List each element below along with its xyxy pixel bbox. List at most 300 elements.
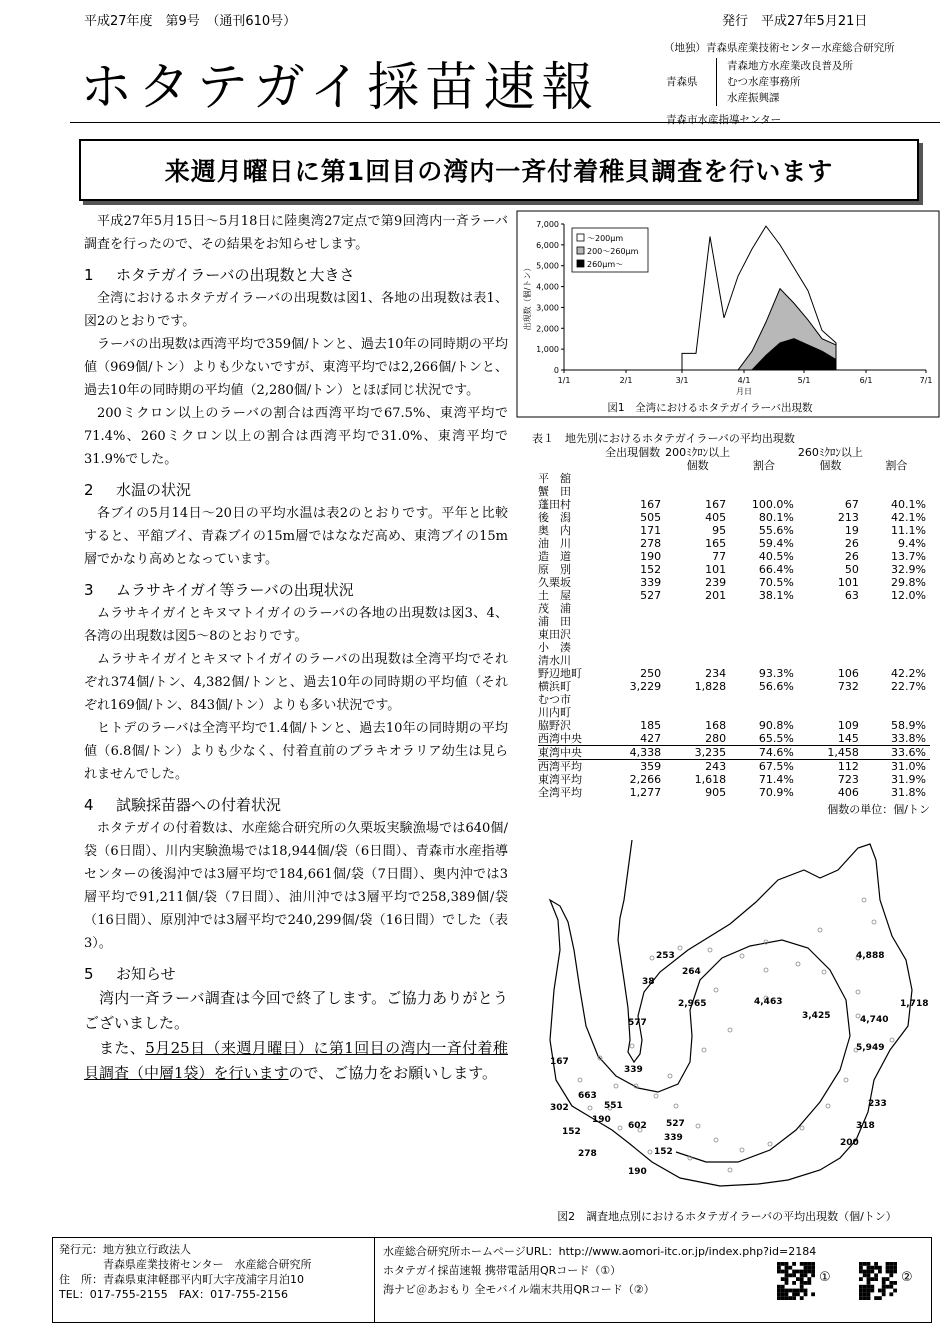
table-cell: 406 — [837, 786, 859, 799]
table-cell — [798, 485, 863, 498]
qr-module — [804, 1292, 808, 1296]
qr-module — [792, 1296, 796, 1300]
x-tick-label: 5/1 — [797, 376, 811, 385]
qr-module — [893, 1262, 897, 1266]
station-marker — [796, 962, 800, 966]
qr-module — [863, 1296, 867, 1300]
table-row — [538, 615, 930, 628]
station-marker — [678, 946, 682, 950]
qr-module — [788, 1266, 792, 1270]
issue-date: 発行 平成27年5月21日 — [722, 14, 868, 29]
qr-module — [859, 1292, 863, 1296]
table-cell — [863, 706, 930, 719]
table-cell — [798, 654, 863, 667]
qr-module — [804, 1266, 808, 1270]
table-row — [538, 602, 930, 615]
qr-module — [804, 1262, 808, 1266]
table-cell — [600, 693, 665, 706]
station-marker — [800, 1126, 804, 1130]
qr-module — [800, 1289, 804, 1293]
table-cell: 67 — [844, 498, 859, 511]
table-cell — [730, 693, 798, 706]
qr-module — [859, 1289, 863, 1293]
legend-swatch — [577, 260, 584, 267]
table-cell — [730, 654, 798, 667]
qr-module — [777, 1296, 781, 1300]
qr-module — [777, 1262, 781, 1266]
station-marker — [764, 968, 768, 972]
table-cell: 横浜町 — [538, 680, 571, 693]
y-tick-label: 4,000 — [536, 282, 559, 292]
table-cell: 2,266 — [629, 773, 662, 786]
qr-module — [804, 1273, 808, 1277]
table-cell: 久栗坂 — [538, 576, 571, 589]
table-cell: 個数 — [819, 458, 842, 472]
station-marker — [618, 1126, 622, 1130]
table-cell — [665, 472, 730, 485]
qr-module — [796, 1270, 800, 1274]
table-cell — [863, 472, 930, 485]
x-axis-label: 月日 — [736, 387, 752, 396]
qr-module — [863, 1289, 867, 1293]
table-cell: 全出現個数 — [605, 445, 661, 459]
org-item: むつ水産事務所 — [727, 76, 801, 88]
qr-module — [867, 1270, 871, 1274]
table-cell — [863, 641, 930, 654]
qr-module — [811, 1266, 815, 1270]
table-cell: 145 — [837, 732, 859, 745]
table-cell: 213 — [837, 511, 859, 524]
table-cell — [665, 628, 730, 641]
table-cell: 個数 — [686, 458, 709, 472]
qr-module — [800, 1277, 804, 1281]
table-cell: 土 屋 — [538, 589, 571, 602]
station-count-label: 302 — [550, 1103, 569, 1113]
table-cell — [538, 446, 600, 459]
station-marker — [674, 1104, 678, 1108]
qr-module — [807, 1277, 811, 1281]
station-count-label: 339 — [624, 1065, 643, 1075]
table-cell: 732 — [837, 680, 859, 693]
bay-coastline — [550, 840, 912, 1186]
table-cell: 405 — [705, 511, 727, 524]
qr-module — [867, 1262, 871, 1266]
qr-module — [807, 1262, 811, 1266]
qr-module — [878, 1266, 882, 1270]
table-cell — [798, 472, 863, 485]
table-header-row — [538, 446, 930, 459]
qr-module — [800, 1262, 804, 1266]
table-cell: 4,338 — [600, 746, 665, 760]
table-cell: 3,235 — [665, 746, 730, 760]
station-count-label: 278 — [578, 1149, 597, 1159]
notice-para-1: 湾内一斉ラーバ調査は今回で終了します。ご協力ありがとうございました。 — [84, 989, 508, 1032]
publisher-line: 発行元：地方独立行政法人 — [59, 1243, 191, 1256]
x-tick-label: 1/1 — [557, 376, 571, 385]
section-1-para: 200ミクロン以上のラーバの割合は西湾平均で67.5%、東湾平均で71.4%、260ミクロン以上の割合は西湾平均で31.0%、東湾平均で31.9%でした。 — [84, 406, 508, 467]
qr-module — [867, 1289, 871, 1293]
table-row — [538, 498, 930, 511]
table-row — [538, 641, 930, 654]
table-cell — [665, 706, 730, 719]
qr-module — [893, 1266, 897, 1270]
x-tick-label: 4/1 — [737, 376, 751, 385]
table-cell — [798, 615, 863, 628]
table-cell: 505 — [640, 511, 662, 524]
org-city-center: 青森市水産指導センター — [666, 114, 782, 126]
org-prefecture: 青森県 — [666, 76, 698, 88]
publisher-line: TEL：017-755-2155 FAX：017-755-2156 — [59, 1288, 289, 1301]
table-row — [538, 773, 930, 786]
table-row — [538, 706, 930, 719]
station-marker — [728, 1168, 732, 1172]
table-cell: 東田沢 — [538, 628, 571, 641]
table-cell — [665, 602, 730, 615]
table-cell: 50 — [844, 563, 859, 576]
table-cell: 106 — [837, 667, 859, 680]
table-row — [538, 472, 930, 485]
qr-module — [859, 1266, 863, 1270]
qr-module — [878, 1296, 882, 1300]
qr-module — [863, 1270, 867, 1274]
intro-paragraph: 平成27年5月15日～5月18日に陸奥湾27定点で第9回湾内一斉ラーバ調査を行ったので、その結果をお知らせします。 — [84, 214, 508, 252]
table-cell: 723 — [837, 773, 859, 786]
qr-module — [792, 1273, 796, 1277]
legend-label: 200～260μm — [587, 247, 639, 256]
table-cell: 243 — [665, 760, 730, 774]
table-cell: 427 — [640, 732, 662, 745]
table-cell: 905 — [705, 786, 727, 799]
table-cell: 3,229 — [629, 680, 662, 693]
qr-module — [800, 1281, 804, 1285]
table-cell: 280 — [705, 732, 727, 745]
x-tick-label: 2/1 — [619, 376, 633, 385]
y-tick-label: 2,000 — [536, 324, 559, 334]
table-cell: 278 — [640, 537, 662, 550]
station-count-label: 663 — [578, 1091, 597, 1101]
table-cell — [863, 615, 930, 628]
table-cell: 清水川 — [538, 654, 571, 667]
qr-module — [807, 1266, 811, 1270]
section-3-para: ムラサキイガイとキヌマトイガイのラーバの各地の出現数は図3、4、各湾の出現数は図5～8のとおりです。 — [84, 606, 508, 644]
station-count-label: 527 — [666, 1119, 685, 1129]
qr-module — [788, 1273, 792, 1277]
table-cell — [730, 615, 798, 628]
qr-module — [863, 1285, 867, 1289]
table-cell — [730, 472, 798, 485]
table-cell: 32.9% — [891, 563, 926, 576]
qr-module — [788, 1289, 792, 1293]
station-marker — [826, 1104, 830, 1108]
table-cell: 平 舘 — [538, 472, 571, 485]
station-marker — [740, 1148, 744, 1152]
station-count-label: 38 — [642, 977, 655, 987]
qr-module — [859, 1296, 863, 1300]
qr-module — [874, 1296, 878, 1300]
table-cell — [600, 628, 665, 641]
table-cell: 1,618 — [694, 773, 727, 786]
larvae-chart — [516, 210, 940, 418]
table-row — [538, 576, 930, 589]
qr-module — [882, 1289, 886, 1293]
table-cell: 後 潟 — [538, 511, 571, 524]
station-count-label: 602 — [628, 1121, 647, 1131]
qr-module — [863, 1273, 867, 1277]
table-cell — [798, 641, 863, 654]
table-cell — [730, 485, 798, 498]
table-cell: 40.5% — [758, 550, 794, 563]
table-row — [538, 589, 930, 602]
qr-code-icon[interactable] — [777, 1262, 815, 1300]
table-cell — [600, 472, 665, 485]
section-4-heading — [84, 793, 508, 817]
station-marker — [578, 1078, 582, 1082]
station-marker — [728, 1028, 732, 1032]
headline-text: 来週月曜日に第1回目の湾内一斉付着稚貝調査を行います — [164, 157, 834, 186]
table-cell: 74.6% — [730, 746, 798, 760]
station-marker — [714, 1138, 718, 1142]
table-row — [538, 550, 930, 563]
qr-module — [867, 1273, 871, 1277]
table-cell: 167 — [705, 498, 727, 511]
table-unit: 個数の単位：個/トン — [827, 803, 930, 816]
table-cell: 260ﾐｸﾛﾝ以上 — [797, 445, 863, 459]
qr-module — [886, 1262, 890, 1266]
table-cell: 1,828 — [694, 680, 727, 693]
qr-module — [785, 1289, 789, 1293]
qr-module — [785, 1277, 789, 1281]
qr-module — [874, 1266, 878, 1270]
qr-module — [800, 1296, 804, 1300]
notice-underlined: 5月25日（来週月曜日）に第1回目の湾内一斉付着稚貝調査（中層1袋）を行います — [84, 1039, 508, 1082]
station-marker — [740, 954, 744, 958]
section-number: 1 — [84, 266, 94, 284]
table-cell: 26 — [844, 550, 859, 563]
table-cell: 蟹 田 — [538, 485, 571, 498]
qr-module — [870, 1266, 874, 1270]
station-count-label: 339 — [664, 1133, 683, 1143]
table-cell — [730, 641, 798, 654]
y-tick-label: 3,000 — [536, 303, 559, 313]
station-count-label: 253 — [656, 951, 675, 961]
section-number: 4 — [84, 796, 94, 814]
homepage-url[interactable]: 水産総合研究所ホームページURL：http://www.aomori-itc.or.jp/index.php?id=2184 — [383, 1245, 817, 1258]
table-cell: 112 — [798, 760, 863, 774]
section-number: 3 — [84, 581, 94, 599]
station-count-label: 4,463 — [754, 997, 783, 1007]
x-tick-label: 3/1 — [675, 376, 689, 385]
table-row — [538, 654, 930, 667]
qr-module — [785, 1273, 789, 1277]
footer — [52, 1237, 932, 1323]
table-cell — [730, 628, 798, 641]
table-cell: 割合 — [885, 458, 908, 472]
table-cell — [798, 693, 863, 706]
qr-module — [889, 1270, 893, 1274]
bay-map — [520, 840, 940, 1195]
table-cell: 31.0% — [863, 760, 930, 774]
table-cell: 11.1% — [891, 524, 926, 537]
section-1-heading — [84, 263, 508, 287]
links-info — [375, 1238, 931, 1322]
table-cell: 201 — [705, 589, 727, 602]
section-4-para: ホタテガイの付着数は、水産総合研究所の久栗坂実験漁場では640個/袋（6日間）、川内実験漁場では18,944個/袋（6日間）、青森市水産指導センターの後潟沖では3層平均で184,661個/袋（7日間）、奥内沖では3層平均で91,211個/袋（7日間）、油川沖では3層平均で258,389個/袋（16日間）、原別沖では3層平均で240,299個/袋（16日間）でした（表3）。 — [84, 821, 508, 951]
section-3-para: ムラサキイガイとキヌマトイガイのラーバの出現数は全湾平均でそれぞれ374個/トン、4,382個/トンと、過去10年の同時期の平均値（それぞれ169個/トン、843個/トン）よりも多い状況です。 — [84, 652, 508, 713]
station-marker — [768, 1142, 772, 1146]
qr-module — [882, 1277, 886, 1281]
table-row — [538, 693, 930, 706]
table-cell: 1,277 — [629, 786, 662, 799]
table-cell: むつ市 — [538, 693, 571, 706]
table-cell: 浦 田 — [538, 615, 571, 628]
station-count-label: 5,949 — [856, 1043, 885, 1053]
table-cell — [600, 654, 665, 667]
qr-module — [886, 1266, 890, 1270]
qr-module — [785, 1296, 789, 1300]
qr-module — [886, 1277, 890, 1281]
qr-module — [889, 1281, 893, 1285]
table-cell: 152 — [640, 563, 662, 576]
station-marker — [614, 1084, 618, 1088]
table-row — [538, 719, 930, 732]
qr-module — [867, 1285, 871, 1289]
table-cell — [538, 459, 600, 472]
qr-module — [893, 1289, 897, 1293]
table-row — [538, 680, 930, 693]
station-count-label: 200 — [840, 1138, 859, 1148]
table-cell: 東湾平均 — [538, 773, 582, 786]
table-header-row — [538, 459, 930, 472]
qr-module — [889, 1285, 893, 1289]
table-cell — [863, 446, 930, 459]
section-title: ムラサキイガイ等ラーバの出現状況 — [116, 581, 354, 599]
station-marker — [844, 1078, 848, 1082]
qr-module — [796, 1292, 800, 1296]
table-cell: 脇野沢 — [538, 719, 571, 732]
table-cell — [665, 693, 730, 706]
section-title: 水温の状況 — [116, 481, 192, 499]
table-grid — [538, 446, 930, 799]
section-3-para: ヒトデのラーバは全湾平均で1.4個/トンと、過去10年の同時期の平均値（6.8個/トン）よりも少なく、付着直前のブラキオラリア幼生は見られませんでした。 — [84, 721, 508, 782]
table-cell: 31.8% — [891, 786, 926, 799]
table-cell: 71.4% — [758, 773, 794, 786]
table-cell: 168 — [705, 719, 727, 732]
qr-module — [781, 1289, 785, 1293]
table-cell — [665, 615, 730, 628]
table-row — [538, 746, 930, 760]
section-title: お知らせ — [116, 965, 176, 983]
y-tick-label: 1,000 — [536, 345, 559, 355]
qr-module — [893, 1281, 897, 1285]
notice-para-2 — [84, 1036, 508, 1086]
qr-module — [792, 1270, 796, 1274]
table-cell: 西湾平均 — [538, 760, 600, 774]
station-count-label: 190 — [592, 1115, 611, 1125]
qr-module — [889, 1266, 893, 1270]
table-cell: 70.9% — [758, 786, 794, 799]
table-cell — [798, 628, 863, 641]
table-row — [538, 732, 930, 746]
qr-module — [792, 1262, 796, 1266]
qr-note-2: 海ナビ＠あおもり 全モバイル端末共用QRコード（②） — [383, 1283, 655, 1296]
table-cell — [600, 485, 665, 498]
table-cell: 109 — [837, 719, 859, 732]
table-cell: 40.1% — [891, 498, 926, 511]
table-row — [538, 628, 930, 641]
qr-module — [804, 1281, 808, 1285]
table-cell: 奥 内 — [538, 524, 571, 537]
legend-swatch — [577, 247, 584, 254]
table-cell: 38.1% — [758, 589, 794, 602]
legend-label: 260μm～ — [587, 260, 624, 269]
qr-module — [859, 1277, 863, 1281]
larvae-table — [532, 432, 930, 817]
table-cell: 東湾中央 — [538, 746, 600, 760]
section-1-para: ラーバの出現数は西湾平均で359個/トンと、過去10年の同時期の平均値（969個/トン）よりも少ないですが、東湾平均では2,266個/トンと、過去10年の同時期の平均値（2,280個/トン）とほぼ同じ状況です。 — [84, 337, 508, 398]
qr-module — [785, 1292, 789, 1296]
table-row — [538, 485, 930, 498]
x-tick-label: 7/1 — [919, 376, 933, 385]
y-tick-label: 0 — [553, 366, 559, 375]
table-cell: 250 — [640, 667, 662, 680]
qr-module — [781, 1292, 785, 1296]
qr-module — [874, 1273, 878, 1277]
qr-module — [800, 1285, 804, 1289]
table-cell: 33.6% — [863, 746, 930, 760]
table-cell: 167 — [640, 498, 662, 511]
table-cell — [665, 641, 730, 654]
y-tick-label: 7,000 — [536, 220, 559, 229]
table-cell: 67.5% — [730, 760, 798, 774]
y-tick-label: 5,000 — [536, 261, 559, 271]
qr-module — [804, 1289, 808, 1293]
section-title: ホタテガイラーバの出現数と大きさ — [116, 266, 355, 284]
station-marker — [588, 1106, 592, 1110]
table-cell — [730, 706, 798, 719]
station-count-label: 190 — [628, 1167, 647, 1177]
table-cell — [863, 693, 930, 706]
table-cell — [798, 602, 863, 615]
table-cell: 26 — [844, 537, 859, 550]
station-marker — [890, 1038, 894, 1042]
headline-box — [79, 139, 919, 201]
station-count-label: 1,718 — [900, 999, 929, 1009]
table-cell: 339 — [640, 576, 662, 589]
qr-module — [874, 1262, 878, 1266]
table-cell: 56.6% — [758, 680, 794, 693]
table-cell: 小 湊 — [538, 641, 571, 654]
table-cell — [600, 641, 665, 654]
station-count-label: 577 — [628, 1018, 647, 1028]
qr-module — [792, 1289, 796, 1293]
section-3-heading — [84, 578, 508, 602]
qr-module — [781, 1277, 785, 1281]
org-research-institute: （地独）青森県産業技術センター水産総合研究所 — [664, 42, 895, 54]
qr-module — [863, 1262, 867, 1266]
qr-module — [796, 1277, 800, 1281]
station-count-label: 264 — [682, 967, 701, 977]
qr-module — [800, 1273, 804, 1277]
section-2-heading — [84, 478, 508, 502]
chart-legend — [572, 228, 648, 272]
table-cell: 90.8% — [758, 719, 794, 732]
table-cell: 42.1% — [891, 511, 926, 524]
qr-code-icon[interactable] — [859, 1262, 897, 1300]
table-cell — [600, 706, 665, 719]
table-cell: 55.6% — [758, 524, 794, 537]
qr-module — [859, 1270, 863, 1274]
qr-module — [785, 1270, 789, 1274]
